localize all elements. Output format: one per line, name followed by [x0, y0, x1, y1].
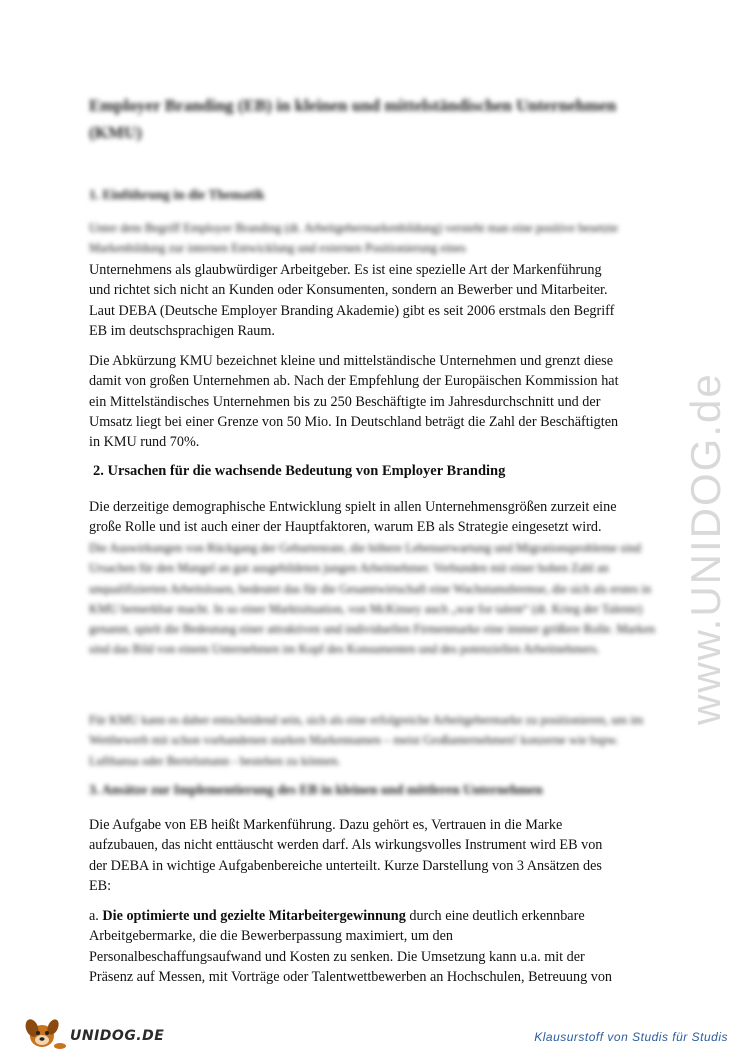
- text-line: ein Mittelständisches Unternehmen bis zu 250 Beschäftigte im Jahresdurchschnitt und der: [89, 393, 601, 410]
- section-3-paragraph-1: [89, 815, 655, 896]
- section-3-item-a: [89, 906, 655, 987]
- text-line: Präsenz auf Messen, mit Vorträge oder Talentwettbewerben an Hochschulen, Betreuung von: [89, 968, 613, 985]
- section-2-heading: 2. Ursachen für die wachsende Bedeutung von Employer Branding: [93, 463, 506, 479]
- text-line: Die derzeitige demographische Entwicklung spielt in allen Unternehmensgrößen zurzeit eine: [89, 499, 617, 515]
- text-line: Arbeitgebermarke, die die Bewerberpassung maximiert, um den: [89, 928, 454, 945]
- section-1-paragraph-1: [89, 260, 655, 341]
- section-2-blurred-text-1: Die Auswirkungen von Rückgang der Geburtenrate, die höhere Lebenserwartung und Migrationsprobleme sind Ursachen für den Mangel an gut ausgebildeten jungen Arbeitnehmer. Verbunden mit einer hohen Zahl an unqualifizierten Arbeitslosen, bedeutet das für die Gesamtwirtschaft eine Wachstumsbremse, die sich als erstes in KMU bemerkbar macht. In so einer Marktsituation, von McKinsey auch „war for talent“ (dt. Krieg der Talente) genannt, spielt die Bedeutung einer attraktiven und individuellen Firmenmarke eine immer größere Rolle. Marken sind das Bild von einem Unternehmen im Kopf des Konsumenten und des potenziellen Arbeitnehmers.: [89, 541, 655, 657]
- footer-tagline: Klausurstoff von Studis für Studis: [534, 1030, 728, 1044]
- text-line: aufzubauen, das nicht enttäuscht werden darf. Als wirkungsvolles Instrument wird EB von: [89, 837, 603, 854]
- section-1-heading: 1. Einführung in die Thematik: [89, 187, 265, 202]
- item-a-bold-lead: Die optimierte und gezielte Mitarbeitergewinnung: [102, 908, 406, 924]
- text-line: EB im deutschsprachigen Raum.: [89, 322, 275, 339]
- section-2-paragraph-1: [89, 497, 655, 537]
- text-line: damit von großen Unternehmen ab. Nach der Empfehlung der Europäischen Kommission hat: [89, 373, 619, 390]
- text-line: EB:: [89, 877, 112, 894]
- text-line: große Rolle und ist auch einer der Hauptfaktoren, warum EB als Strategie eingesetzt wird.: [89, 519, 602, 536]
- watermark: [660, 280, 740, 730]
- text-line: und richtet sich nicht an Kunden oder Konsumenten, sondern an Bewerber und Mitarbeiter.: [89, 282, 608, 299]
- text-line: Laut DEBA (Deutsche Employer Branding Akademie) gibt es seit 2006 erstmals den Begriff: [89, 302, 615, 319]
- text-line: der DEBA in wichtige Aufgabenbereiche unterteilt. Kurze Darstellung von 3 Ansätzen des: [89, 857, 602, 874]
- section-3-heading: 3. Ansätze zur Implementierung des EB in kleinen und mittleren Unternehmen: [89, 782, 543, 797]
- dog-logo-icon: [20, 1012, 68, 1052]
- item-a-first-line-rest: durch eine deutlich erkennbare: [405, 908, 585, 924]
- item-a-prefix: a.: [89, 908, 103, 924]
- section-1-blurred-text: Unter dem Begriff Employer Branding (dt. Arbeitgebermarkenbildung) versteht man eine positive besetzte Markenbildung zur internen Entwicklung und externen Positionierung eines: [89, 221, 618, 256]
- text-line: [89, 906, 655, 926]
- text-line: Umsatz liegt bei einer Grenze von 50 Mio. In Deutschland beträgt die Zahl der Beschäftigten: [89, 413, 619, 430]
- section-2-blurred-text-2: Für KMU kann es daher entscheidend sein, sich als eine erfolgreiche Arbeitgebermarke zu positionieren, um im Wettbewerb mit schon vorhandenen starken Markennamen – meist Großunternehmen! konzerne wie bspw. Lufthansa oder Bertelsmann - bestehen zu können.: [89, 713, 644, 768]
- logo-text: UNIDOG.DE: [70, 1028, 165, 1044]
- text-line: Die Aufgabe von EB heißt Markenführung. Dazu gehört es, Vertrauen in die Marke: [89, 817, 563, 833]
- footer-logo[interactable]: [20, 1012, 165, 1052]
- section-1-paragraph-2: [89, 351, 655, 452]
- text-line: Personalbeschaffungsaufwand und Kosten zu senken. Die Umsetzung kann u.a. mit der: [89, 948, 585, 965]
- text-line: in KMU rund 70%.: [89, 434, 200, 451]
- text-line: Unternehmens als glaubwürdiger Arbeitgeber. Es ist eine spezielle Art der Markenführung: [89, 262, 602, 278]
- text-line: Die Abkürzung KMU bezeichnet kleine und mittelständische Unternehmen und grenzt diese: [89, 353, 613, 369]
- watermark-text: www.UNIDOG.de: [682, 372, 729, 725]
- document-title: Employer Branding (EB) in kleinen und mittelständischen Unternehmen (KMU): [89, 96, 617, 142]
